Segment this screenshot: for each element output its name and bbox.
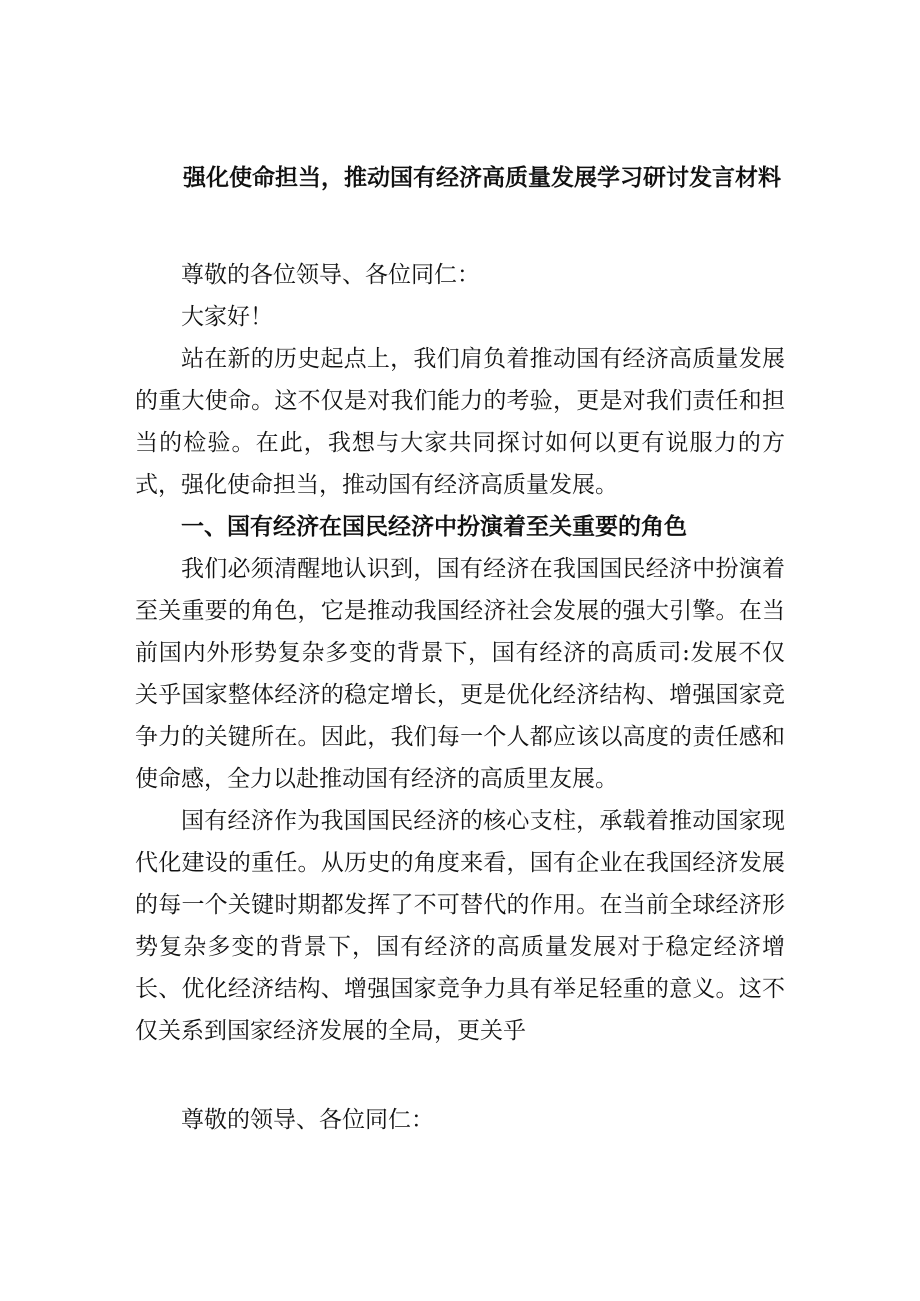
section-heading: 一、国有经济在国民经济中扮演着至关重要的角色 bbox=[181, 513, 687, 540]
intro-paragraph: 站在新的历史起点上，我们肩负着推动国有经济高质量发展的重大使命。这不仅是对我们能力的考验，更是对我们责任和担当的检验。在此，我想与大家共同探讨如何以更有说服力的方式，强化使命担当，推动国有经济高质量发展。 bbox=[135, 346, 785, 498]
body-paragraph: 我们必须清醒地认识到，国有经济在我国国民经济中扮演着至关重要的角色，它是推动我国经济社会发展的强大引擎。在当前国内外形势复杂多变的背景下，国有经济的高质司:发展不仅关乎国家整体经济的稳定增长，更是优化经济结构、增强国家竞争力的关键所在。因此，我们每一个人都应该以高度的责任感和使命感，全力以赴推动国有经济的高质里友展。 bbox=[135, 556, 785, 792]
body-paragraph: 国有经济作为我国国民经济的核心支柱，承载着推动国家现代化建设的重任。从历史的角度来看，国有企业在我国经济发展的每一个关键时期都发挥了不可替代的作用。在当前全球经济形势复杂多变的背景下，国有经济的高质量发展对于稳定经济增长、优化经济结构、增强国家竞争力具有举足轻重的意义。这不仅关系到国家经济发展的全局，更关乎 bbox=[135, 808, 785, 1044]
greeting: 大家好！ bbox=[181, 304, 273, 330]
second-salutation: 尊敬的领导、各位同仁： bbox=[181, 1107, 434, 1133]
document-title: 强化使命担当，推动国有经济高质量发展学习研讨发言材料 bbox=[183, 164, 781, 191]
document-body bbox=[135, 254, 785, 1052]
salutation: 尊敬的各位领导、各位同仁： bbox=[181, 262, 480, 288]
